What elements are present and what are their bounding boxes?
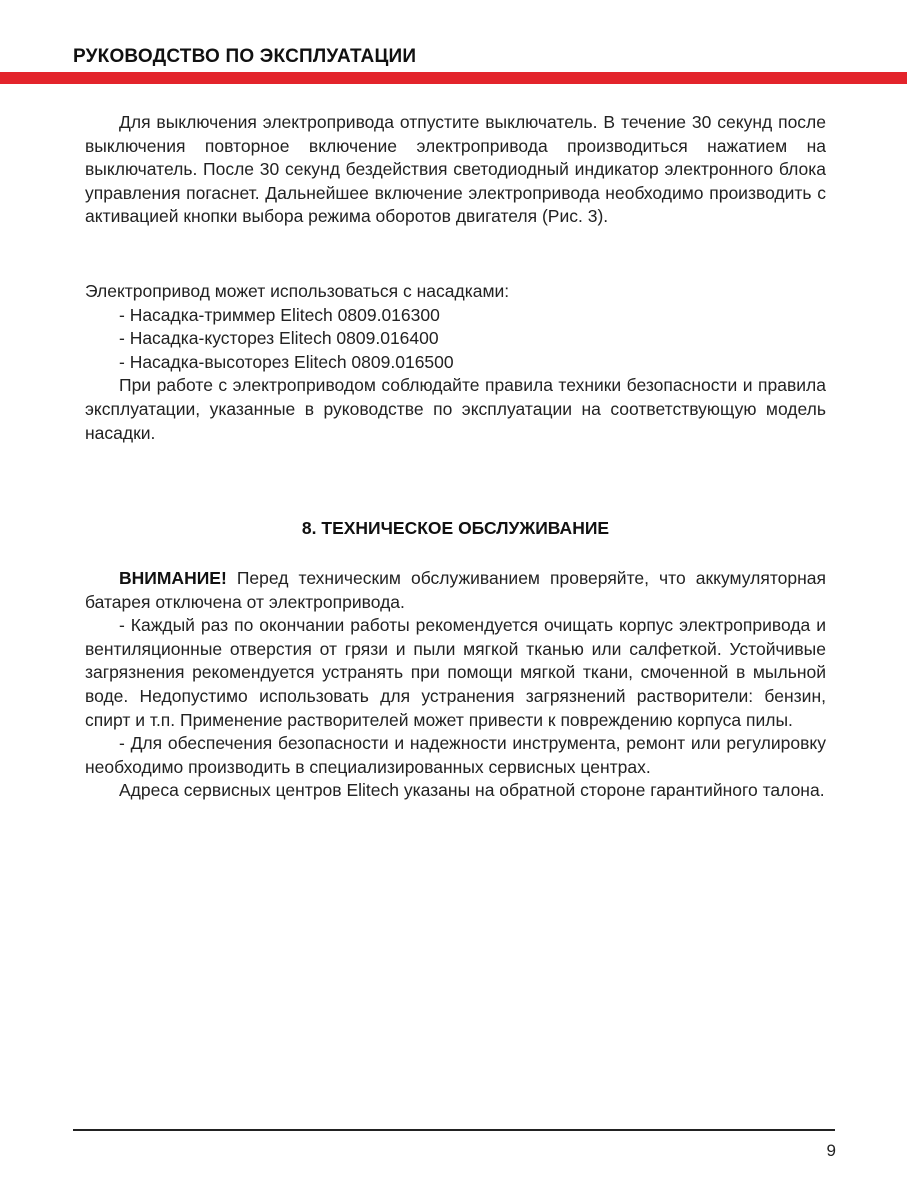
attachments-lead: Электропривод может использоваться с насадками: — [85, 281, 510, 301]
attachment-item-trimmer: - Насадка-триммер Elitech 0809.016300 — [119, 304, 440, 325]
maintenance-addresses-paragraph: Адреса сервисных центров Elitech указаны на обратной стороне гарантийного талона. — [119, 780, 825, 801]
attachments-safety-note: При работе с электроприводом соблюдайте правила техники безопасности и правила эксплуатации, указанные в руководстве по эксплуатации на соответствующую модель насадки. — [85, 375, 826, 443]
attachment-item-brushcutter: - Насадка-кусторез Elitech 0809.016400 — [119, 328, 439, 349]
footer-divider — [73, 1129, 835, 1131]
warning-paragraph — [85, 567, 826, 614]
warning-text: Перед техническим обслуживанием проверяйте, что аккумуляторная батарея отключена от электропривода. — [85, 568, 826, 612]
page-number: 9 — [826, 1141, 836, 1160]
maintenance-block — [85, 567, 826, 803]
warning-label: ВНИМАНИЕ! — [119, 568, 227, 588]
maintenance-cleaning-paragraph: - Каждый раз по окончании работы рекомендуется очищать корпус электропривода и вентиляционные отверстия от грязи и пыли мягкой тканью или салфеткой. Устойчивые загрязнения рекомендуется устранять при помощи мягкой ткани, смоченной в мыльной воде. Недопустимо использовать для устранения загрязнений растворители: бензин, спирт и т.п. Применение растворителей может привести к повреждению корпуса пилы. — [85, 615, 826, 730]
intro-paragraph: Для выключения электропривода отпустите выключатель. В течение 30 секунд после выключения повторное включение электропривода производиться нажатием на выключатель. После 30 секунд бездействия светодиодный индикатор электронного блока управления погаснет. Дальнейшее включение электропривода необходимо производить с активацией кнопки выбора режима оборотов двигателя (Рис. 3). — [85, 112, 826, 227]
attachments-block — [85, 280, 826, 445]
section-heading-maintenance: 8. ТЕХНИЧЕСКОЕ ОБСЛУЖИВАНИЕ — [301, 518, 610, 538]
maintenance-service-paragraph: - Для обеспечения безопасности и надежности инструмента, ремонт или регулировку необходимо производить в специализированных сервисных центрах. — [85, 733, 826, 777]
header-accent-bar — [0, 72, 907, 84]
attachment-item-pole-saw: - Насадка-высоторез Elitech 0809.016500 — [119, 351, 454, 372]
page-header-title: РУКОВОДСТВО ПО ЭКСПЛУАТАЦИИ — [73, 46, 417, 67]
intro-block — [85, 111, 826, 229]
